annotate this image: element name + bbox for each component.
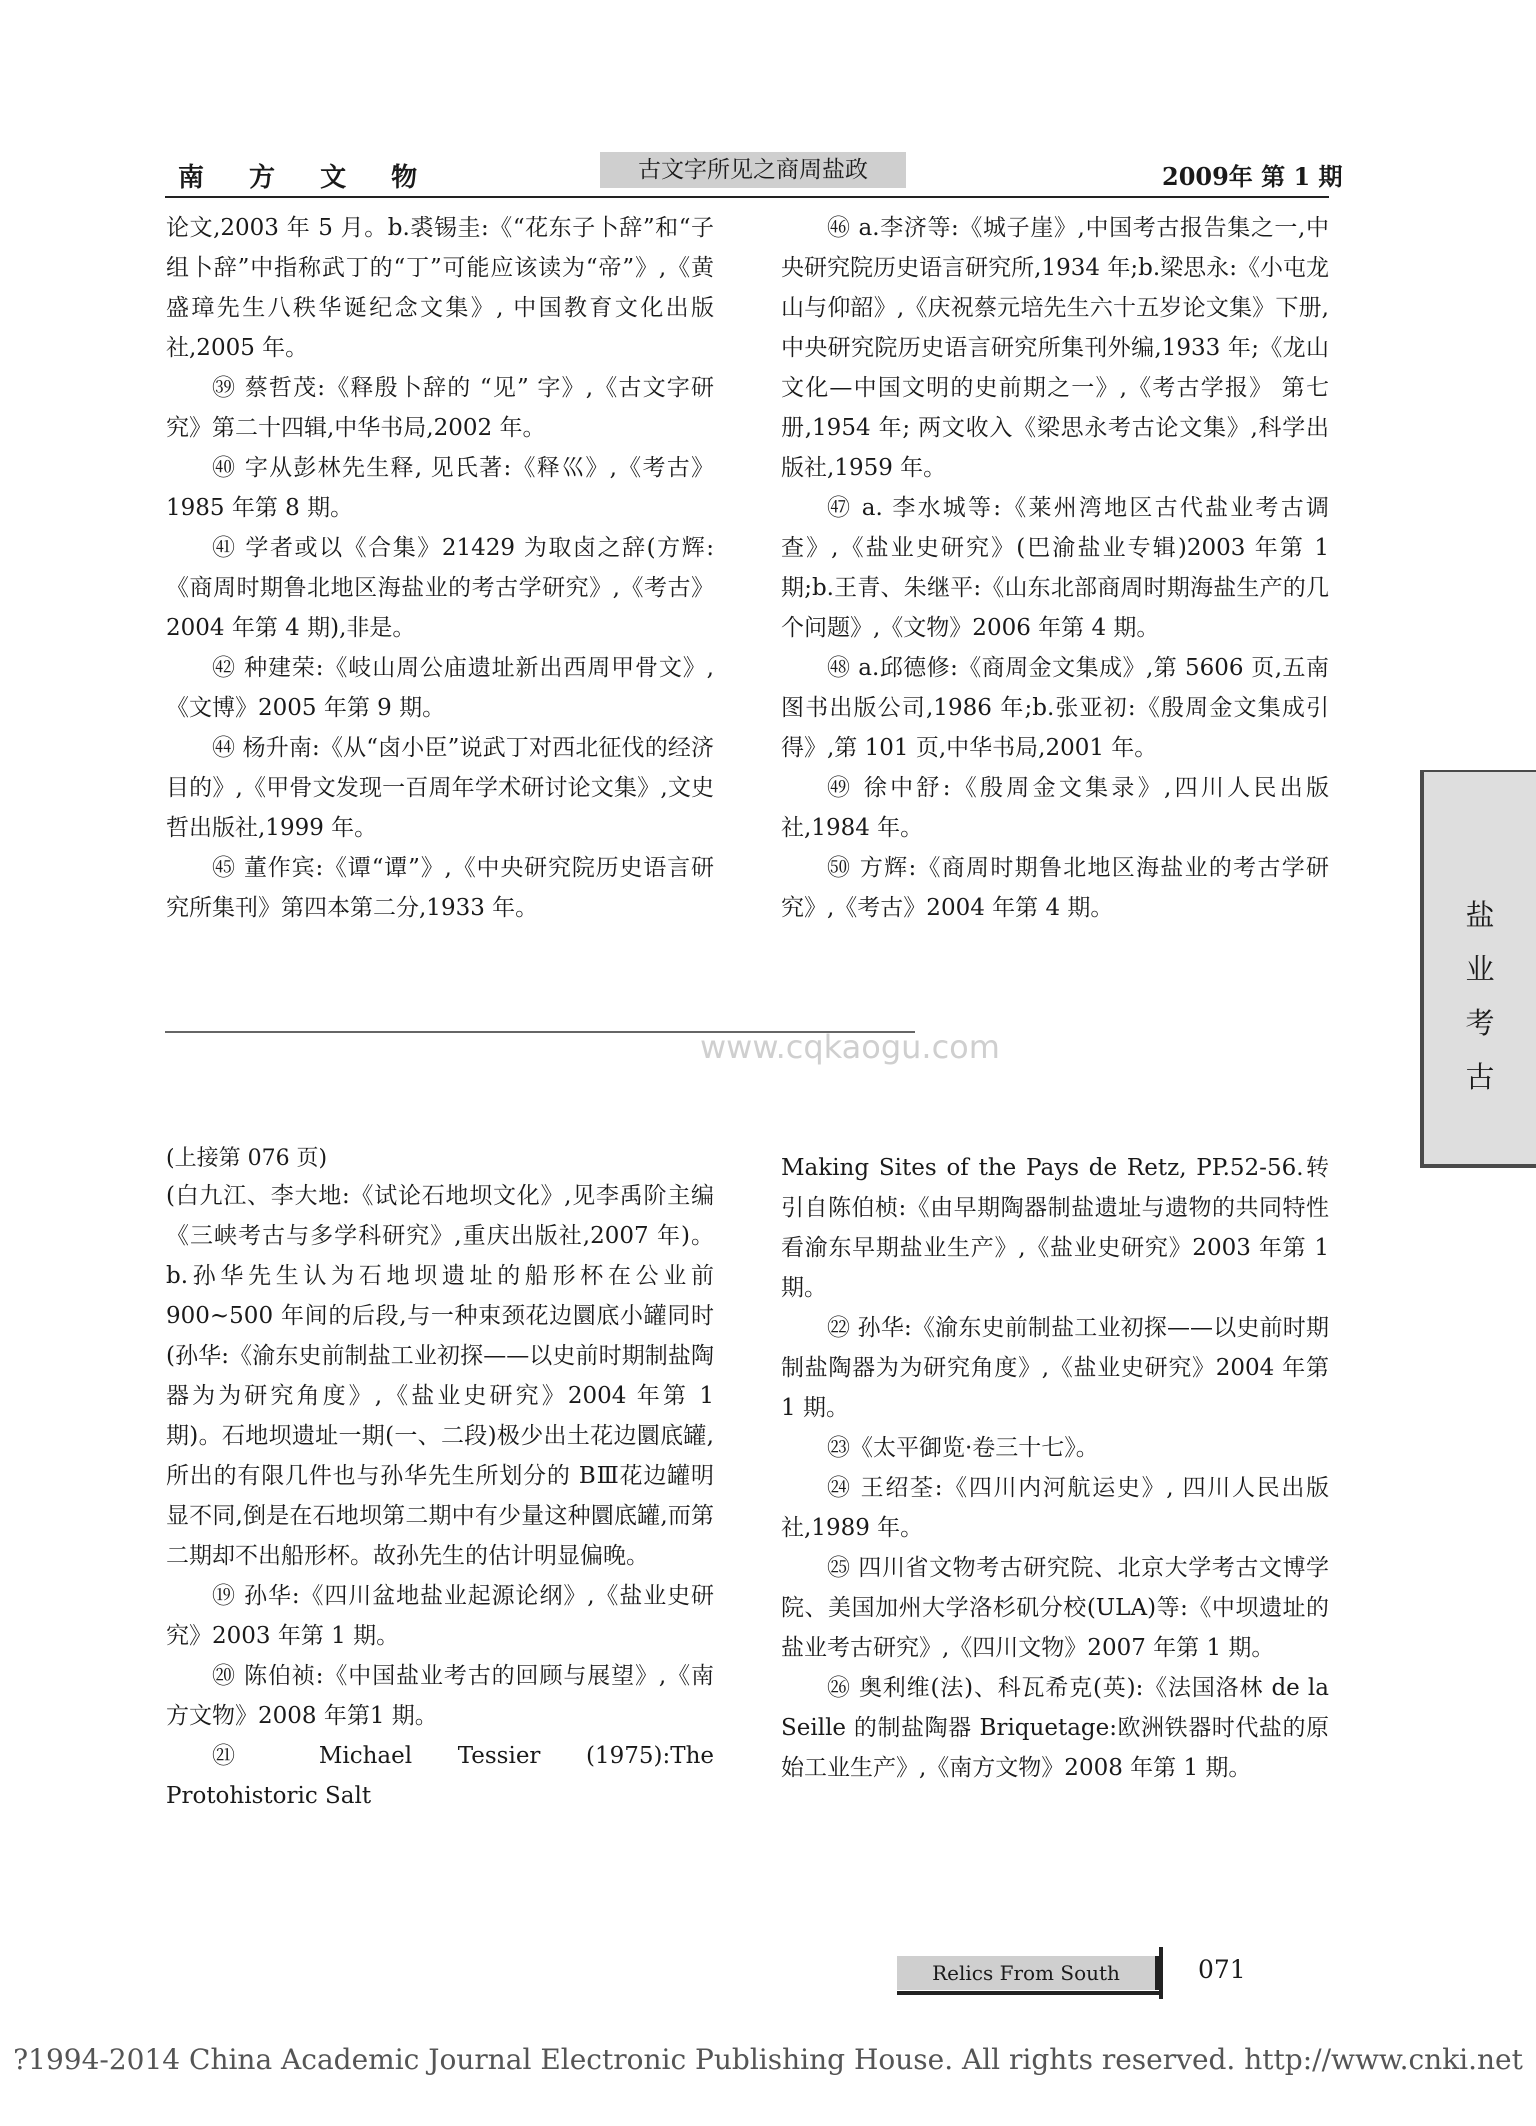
note-45: ㊺ 董作宾:《谭“谭”》,《中央研究院历史语言研究所集刊》第四本第二分,1933 年。 <box>166 855 714 921</box>
side-tab-label <box>1424 888 1536 1104</box>
side-tab-char: 考 <box>1465 1006 1495 1040</box>
note-continuation: 论文,2003 年 5 月。b.裘锡圭:《“花东子卜辞”和“子组卜辞”中指称武丁的“丁”可能应该读为“帝”》,《黄盛璋先生八秩华诞纪念文集》, 中国教育文化出版社,2005 年。 <box>166 215 714 361</box>
note-47: ㊼ a. 李水城等:《莱州湾地区古代盐业考古调查》,《盐业史研究》(巴渝盐业专辑)2003 年第 1 期;b.王青、朱继平:《山东北部商周时期海盐生产的几个问题》,《文物》2006 年第 4 期。 <box>781 495 1329 641</box>
footer-journal-name: Relics From South <box>897 1956 1159 1990</box>
note-25: ㉕ 四川省文物考古研究院、北京大学考古文博学院、美国加州大学洛杉矶分校(ULA)等:《中坝遗址的盐业考古研究》,《四川文物》2007 年第 1 期。 <box>781 1555 1329 1661</box>
side-tab-char: 盐 <box>1465 898 1495 932</box>
footer-divider <box>1159 1947 1163 1999</box>
journal-name: 南 方 文 物 <box>178 163 436 193</box>
copyright-notice: ?1994-2014 China Academic Journal Electronic Publishing House. All rights reserved. http://www.cnki.net <box>13 2043 1523 2076</box>
page-number: 071 <box>1198 1955 1246 1984</box>
note-48: ㊽ a.邱德修:《商周金文集成》,第 5606 页,五南图书出版公司,1986 年;b.张亚初:《殷周金文集成引得》,第 101 页,中华书局,2001 年。 <box>781 655 1329 761</box>
note-40: ㊵ 字从彭林先生释, 见氏著:《释巛》,《考古》1985 年第 8 期。 <box>166 455 714 521</box>
note-39: ㊴ 蔡哲茂:《释殷卜辞的 “见” 字》,《古文字研究》第二十四辑,中华书局,2002 年。 <box>166 375 714 441</box>
note-41: ㊶ 学者或以《合集》21429 为取卤之辞(方辉:《商周时期鲁北地区海盐业的考古学研究》,《考古》2004 年第 4 期),非是。 <box>166 535 714 641</box>
footer-rule <box>897 1991 1159 1995</box>
notes-column-top-right <box>781 208 1329 928</box>
note-20: ⑳ 陈伯祯:《中国盐业考古的回顾与展望》,《南方文物》2008 年第1 期。 <box>166 1663 714 1729</box>
section-side-tab <box>1420 770 1536 1168</box>
note-42: ㊷ 种建荣:《岐山周公庙遗址新出西周甲骨文》,《文博》2005 年第 9 期。 <box>166 655 714 721</box>
watermark: www.cqkaogu.com <box>700 1028 1000 1066</box>
note-26: ㉖ 奥利维(法)、科瓦希克(英):《法国洛林 de la Seille 的制盐陶器 Briquetage:欧洲铁器时代盐的原始工业生产》,《南方文物》2008 年第 1 期。 <box>781 1675 1329 1781</box>
article-title: 古文字所见之商周盐政 <box>600 152 906 188</box>
note-22: ㉒ 孙华:《渝东史前制盐工业初探——以史前时期制盐陶器为为研究角度》,《盐业史研究》2004 年第 1 期。 <box>781 1315 1329 1421</box>
note-44: ㊹ 杨升南:《从“卤小臣”说武丁对西北征伐的经济目的》,《甲骨文发现一百周年学术研讨论文集》,文史哲出版社,1999 年。 <box>166 735 714 841</box>
side-tab-char: 古 <box>1465 1060 1495 1094</box>
note-49: ㊾ 徐中舒:《殷周金文集录》,四川人民出版社,1984 年。 <box>781 775 1329 841</box>
notes-column-bottom-right <box>781 1148 1329 1788</box>
note-21: ㉑ Michael Tessier (1975):The Protohistoric Salt <box>166 1743 714 1809</box>
continued-from-label: (上接第 076 页) <box>166 1146 328 1171</box>
header-rule <box>165 196 1329 198</box>
note-24: ㉔ 王绍荃:《四川内河航运史》, 四川人民出版社,1989 年。 <box>781 1475 1329 1541</box>
side-tab-char: 业 <box>1465 952 1495 986</box>
note-19: ⑲ 孙华:《四川盆地盐业起源论纲》,《盐业史研究》2003 年第 1 期。 <box>166 1583 714 1649</box>
note-21-continuation: Making Sites of the Pays de Retz, PP.52-56.转引自陈伯桢:《由早期陶器制盐遗址与遗物的共同特性看渝东早期盐业生产》,《盐业史研究》2003 年第 1 期。 <box>781 1155 1329 1301</box>
note-46: ㊻ a.李济等:《城子崖》,中国考古报告集之一,中央研究院历史语言研究所,1934 年;b.梁思永:《小屯龙山与仰韶》,《庆祝蔡元培先生六十五岁论文集》下册, 中央研究院历史语言研究所集刊外编,1933 年;《龙山文化—中国文明的史前期之一》,《考古学报》 第七册,1954 年; 两文收入《梁思永考古论文集》,科学出版社,1959 年。 <box>781 215 1329 481</box>
note-23: ㉓《太平御览·卷三十七》。 <box>827 1435 1099 1461</box>
issue-number: 2009年 第 1 期 <box>1162 162 1343 191</box>
note-continuation: (白九江、李大地:《试论石地坝文化》,见李禹阶主编《三峡考古与多学科研究》,重庆出版社,2007 年)。b.孙华先生认为石地坝遗址的船形杯在公业前 900~500 年间的后段,与一种束颈花边圜底小罐同时(孙华:《渝东史前制盐工业初探——以史前时期制盐陶器为为研究角度》,《盐业史研究》2004 年第 1 期)。石地坝遗址一期(一、二段)极少出土花边圜底罐,所出的有限几件也与孙华先生所划分的 BⅢ花边罐明显不同,倒是在石地坝第二期中有少量这种圜底罐,而第二期却不出船形杯。故孙先生的估计明显偏晚。 <box>166 1183 714 1569</box>
notes-column-top-left <box>166 208 714 928</box>
note-50: ㊿ 方辉:《商周时期鲁北地区海盐业的考古学研究》,《考古》2004 年第 4 期。 <box>781 855 1329 921</box>
notes-column-bottom-left <box>166 1148 714 1816</box>
